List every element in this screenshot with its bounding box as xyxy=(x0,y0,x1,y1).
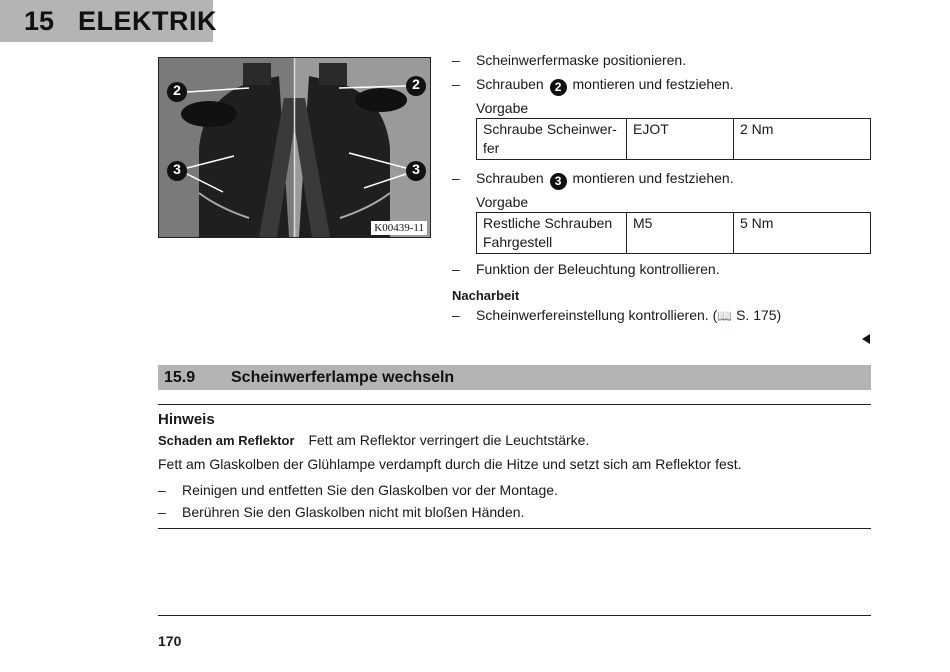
page-number: 170 xyxy=(158,633,182,649)
step-text xyxy=(476,168,734,190)
nacharbeit-heading: Nacharbeit xyxy=(452,288,520,303)
step-check-headlight-setting xyxy=(452,305,872,326)
section-title: Scheinwerferlampe wechseln xyxy=(231,368,455,386)
note-bullet-no-touch xyxy=(158,502,871,522)
note-bullet-clean xyxy=(158,480,871,500)
figure-code: K00439-11 xyxy=(371,221,427,235)
step-check-lighting xyxy=(452,259,872,279)
table-cell-part-line1: Restliche Schrauben xyxy=(483,215,613,231)
note-heading: Hinweis xyxy=(158,411,215,428)
callout-badge-3: 3 xyxy=(550,173,567,190)
spec-table-frame-screws xyxy=(476,212,871,254)
note-bullet-text: Reinigen und entfetten Sie den Glaskolben vor der Montage. xyxy=(182,482,558,498)
step-text-pre: Schrauben xyxy=(476,170,544,186)
table-cell-part-line2: Fahrgestell xyxy=(483,234,553,250)
step-mount-screws-2 xyxy=(452,74,872,96)
step-text xyxy=(476,305,781,326)
table-cell-part-line2: fer xyxy=(483,140,500,156)
step-mount-screws-3 xyxy=(452,168,872,190)
divider xyxy=(158,615,871,616)
step-dash: – xyxy=(158,504,166,520)
page-reference-link[interactable]: S. 175) xyxy=(736,307,782,323)
table-row xyxy=(477,213,871,254)
chapter-number: 15 xyxy=(24,5,55,36)
step-dash: – xyxy=(452,307,460,323)
divider xyxy=(158,404,871,405)
note-damage-line xyxy=(158,430,871,451)
table-cell-type: M5 xyxy=(627,213,734,254)
vorgabe-label: Vorgabe xyxy=(476,100,529,116)
step-text-pre: Schrauben xyxy=(476,76,544,92)
step-dash: – xyxy=(452,76,460,92)
section-number: 15.9 xyxy=(164,368,196,386)
headlight-photo xyxy=(158,57,431,238)
step-text-post: montieren und festziehen. xyxy=(572,76,734,92)
procedure-steps xyxy=(452,50,872,326)
callout-badge-2: 2 xyxy=(550,79,567,96)
note-block xyxy=(158,410,871,522)
book-icon: 📖 xyxy=(717,309,733,323)
step-dash: – xyxy=(452,170,460,186)
figure-callout-3-right: 3 xyxy=(412,161,420,177)
step-dash: – xyxy=(452,52,460,68)
step-text-pre: Scheinwerfereinstellung kontrollieren. ( xyxy=(476,307,718,323)
chapter-title: ELEKTRIK xyxy=(78,5,218,36)
end-triangle-icon xyxy=(862,334,870,344)
step-text: Funktion der Beleuchtung kontrollieren. xyxy=(476,261,720,277)
note-damage-text: Fett am Reflektor verringert die Leuchtstärke. xyxy=(308,432,590,448)
figure-callout-2-left: 2 xyxy=(173,82,181,98)
step-text: Scheinwerfermaske positionieren. xyxy=(476,52,687,68)
vorgabe-label: Vorgabe xyxy=(476,194,529,210)
step-position-mask xyxy=(452,50,872,70)
spec-table-headlight-screw xyxy=(476,118,871,160)
step-text xyxy=(476,74,734,96)
table-row xyxy=(477,119,871,160)
table-cell-torque: 2 Nm xyxy=(734,119,871,160)
note-paragraph: Fett am Glaskolben der Glühlampe verdampft durch die Hitze und setzt sich am Reflektor fest. xyxy=(158,456,742,472)
table-cell-part xyxy=(477,119,627,160)
table-cell-torque: 5 Nm xyxy=(734,213,871,254)
table-cell-part xyxy=(477,213,627,254)
table-cell-part-line1: Schraube Scheinwer- xyxy=(483,121,617,137)
step-text-post: montieren und festziehen. xyxy=(572,170,734,186)
figure-callout-3-left: 3 xyxy=(173,161,181,177)
section-heading xyxy=(158,365,871,390)
step-dash: – xyxy=(452,261,460,277)
divider xyxy=(158,528,871,529)
step-dash: – xyxy=(158,482,166,498)
table-cell-type: EJOT xyxy=(627,119,734,160)
note-damage-label: Schaden am Reflektor xyxy=(158,433,295,448)
headlight-photo-illustration xyxy=(159,58,430,237)
figure-callout-2-right: 2 xyxy=(412,76,420,92)
chapter-tab xyxy=(0,0,218,42)
note-bullet-text: Berühren Sie den Glaskolben nicht mit bloßen Händen. xyxy=(182,504,525,520)
